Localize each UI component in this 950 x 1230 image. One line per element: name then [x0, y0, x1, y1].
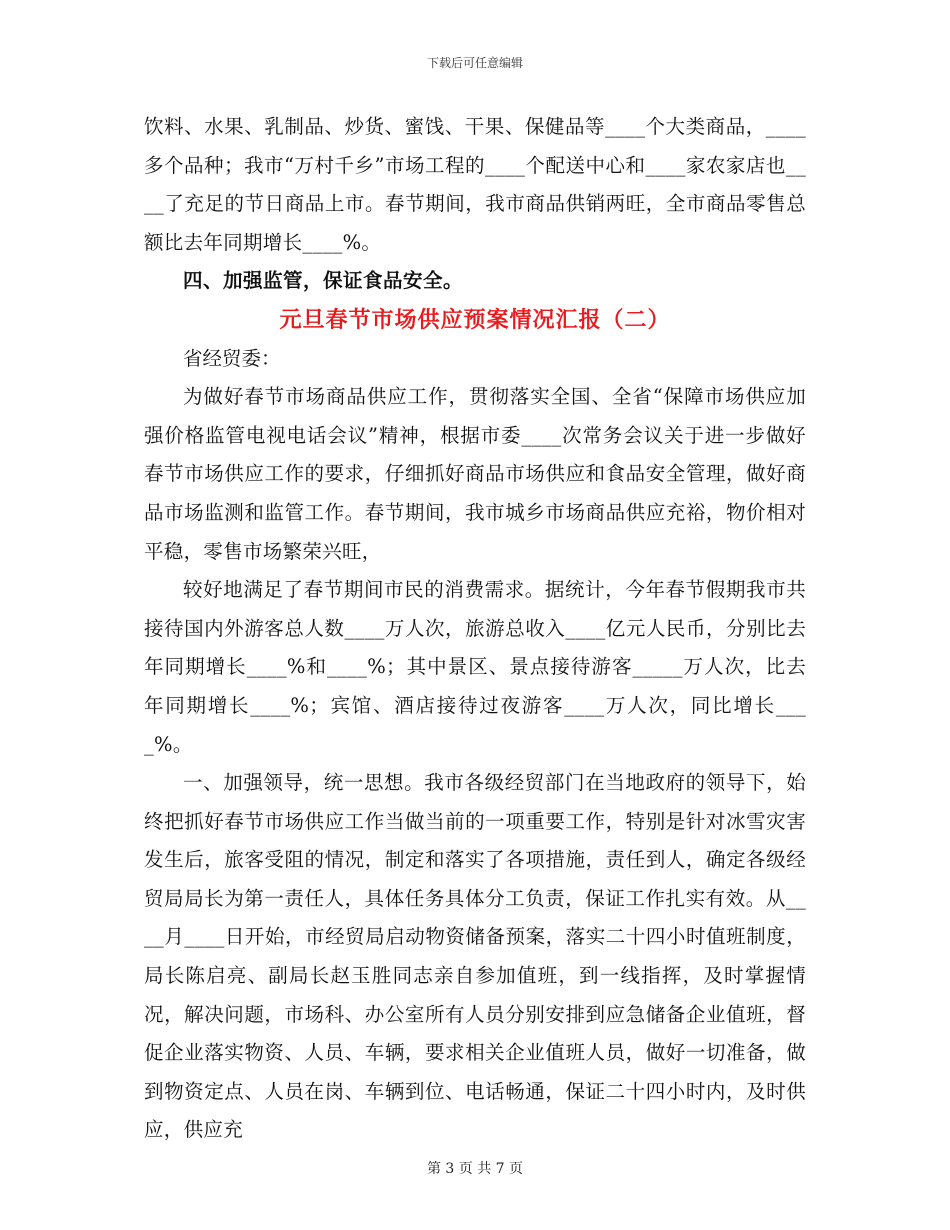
page-header-note: 下载后可任意编辑: [426, 56, 523, 70]
document-body: [144, 108, 806, 1150]
section-four-heading: 四、加强监管，保证食品安全。: [183, 269, 464, 293]
body-paragraph-3: 一、加强领导，统一思想。我市各级经贸部门在当地政府的领导下，始终把抓好春节市场供应工作当做当前的一项重要工作，特别是针对冰雪灾害发生后，旅客受阻的情况，制定和落实了各项措施，责任到人，确定各级经贸局局长为第一责任人，具体任务具体分工负责，保证工作扎实有效。从____月____日开始，市经贸局启动物资储备预案，落实二十四小时值班制度，局长陈启亮、副局长赵玉胜同志亲自参加值班，到一线指挥，及时掌握情况，解决问题，市场科、办公室所有人员分别安排到应急储备企业值班，督促企业落实物资、人员、车辆，要求相关企业值班人员，做好一切准备，做到物资定点、人员在岗、车辆到位、电话畅通，保证二十四小时内，及时供应，供应充: [144, 771, 806, 1142]
body-paragraph-2: 较好地满足了春节期间市民的消费需求。据统计，今年春节假期我市共接待国内外游客总人数____万人次，旅游总收入____亿元人民币，分别比去年同期增长____%和____%；其中景区、景点接待游客_____万人次，比去年同期增长____%；宾馆、酒店接待过夜游客____万人次，同比增长____%。: [144, 578, 806, 756]
page-number: 第 3 页 共 7 页: [426, 1161, 524, 1177]
salutation: 省经贸委：: [183, 346, 281, 370]
document-title: 元旦春节市场供应预案情况汇报（二）: [279, 306, 671, 333]
intro-paragraph: 饮料、水果、乳制品、炒货、蜜饯、干果、保健品等____个大类商品，____多个品种；我市“万村千乡”市场工程的____个配送中心和____家农家店也____了充足的节日商品上市。春节期间，我市商品供销两旺，全市商品零售总额比去年同期增长____%。: [144, 115, 806, 254]
body-paragraph-1: 为做好春节市场商品供应工作，贯彻落实全国、全省“保障市场供应加强价格监管电视电话会议”精神，根据市委____次常务会议关于进一步做好春节市场供应工作的要求，仔细抓好商品市场供应和食品安全管理，做好商品市场监测和监管工作。春节期间，我市城乡市场商品供应充裕，物价相对平稳，零售市场繁荣兴旺，: [144, 385, 806, 563]
